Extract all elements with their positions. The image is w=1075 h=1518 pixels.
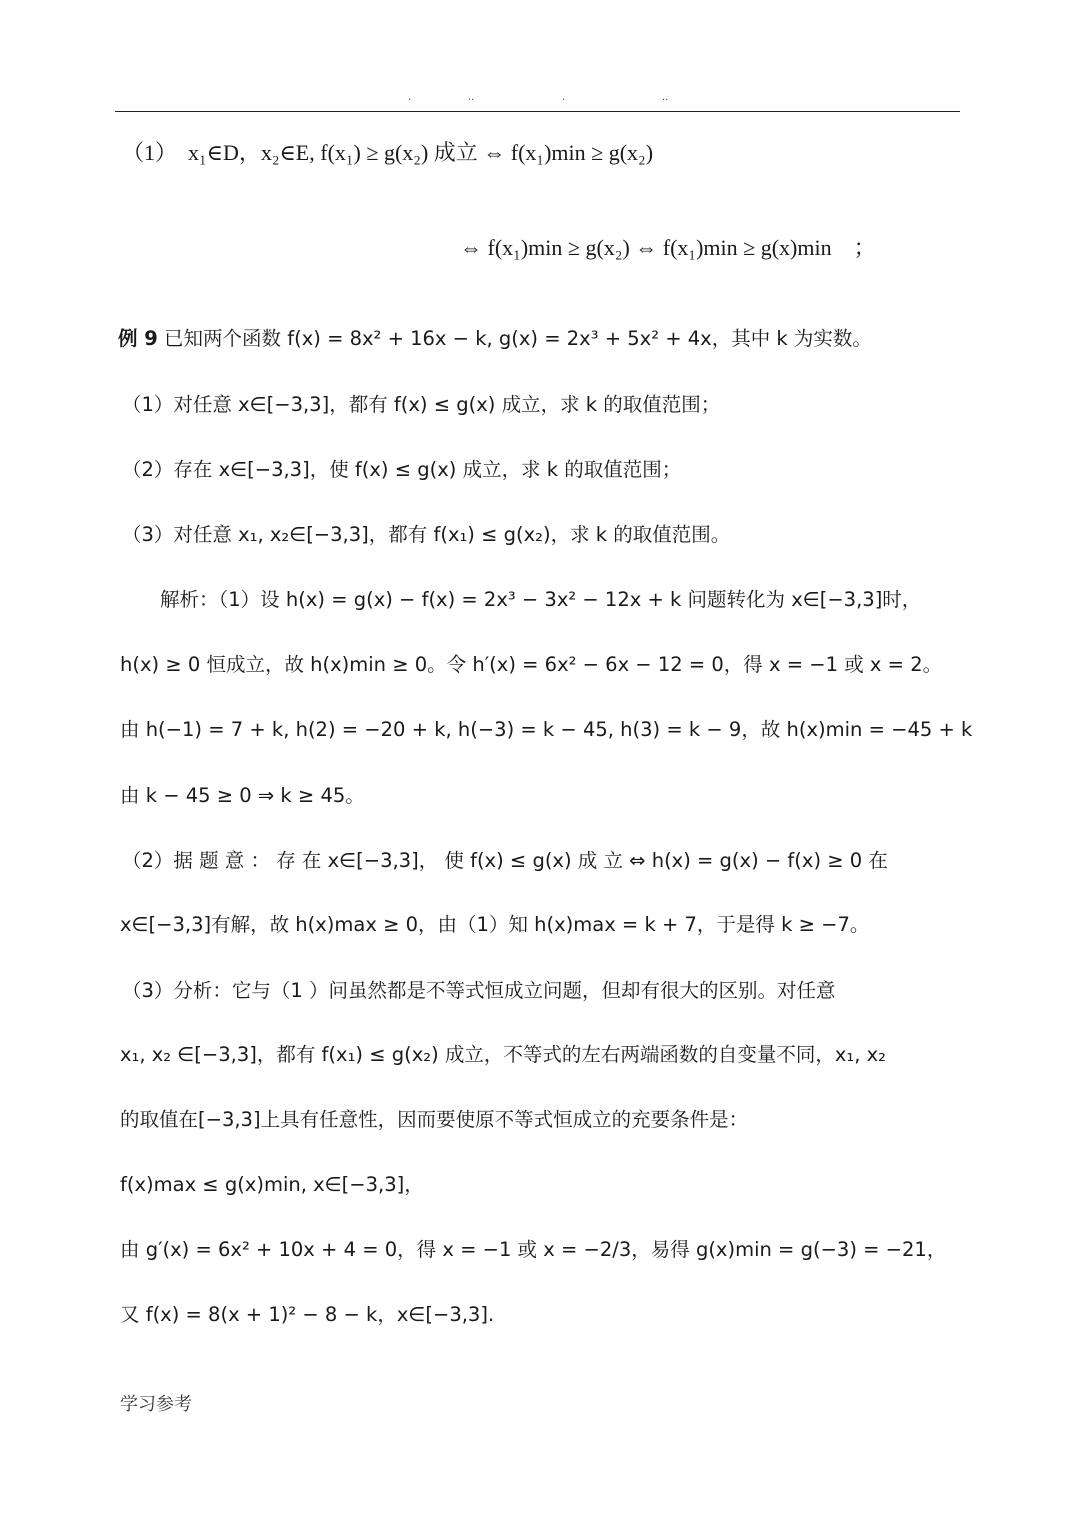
solution-line-8: x₁, x₂ ∈[−3,3]，都有 f(x₁) ≤ g(x₂) 成立，不等式的左右两端函数的自变量不同，x₁, x₂ bbox=[120, 1043, 886, 1066]
solution-line-12: 又 f(x) = 8(x + 1)² − 8 − k，x∈[−3,3]. bbox=[120, 1303, 495, 1326]
question-1: （1）对任意 x∈[−3,3]，都有 f(x) ≤ g(x) 成立，求 k 的取值范围； bbox=[122, 393, 721, 416]
solution-line-6: x∈[−3,3]有解，故 h(x)max ≥ 0，由（1）知 h(x)max = k + 7，于是得 k ≥ −7。 bbox=[120, 913, 870, 936]
example-9-statement: 例 9 已知两个函数 f(x) = 8x² + 16x − k, g(x) = 2x³ + 5x² + 4x，其中 k 为实数。 bbox=[118, 327, 872, 350]
text-line-2: ⇔ f(x₁)min ≥ g(x₂) ⇔ f(x₁)min ≥ g(x)min ； bbox=[460, 235, 876, 260]
solution-line-2: h(x) ≥ 0 恒成立，故 h(x)min ≥ 0。令 h′(x) = 6x² − 6x − 12 = 0，得 x = −1 或 x = 2。 bbox=[120, 653, 943, 676]
header-rule bbox=[115, 111, 960, 112]
header-dot: .. bbox=[662, 92, 669, 103]
solution-line-9: 的取值在[−3,3]上具有任意性，因而要使原不等式恒成立的充要条件是： bbox=[120, 1108, 749, 1131]
question-3: （3）对任意 x₁, x₂∈[−3,3]，都有 f(x₁) ≤ g(x₂)，求 k 的取值范围。 bbox=[122, 523, 731, 546]
solution-line-10: f(x)max ≤ g(x)min, x∈[−3,3]， bbox=[120, 1173, 424, 1196]
header-dot: .. bbox=[468, 92, 475, 103]
text-line-1: （1） x₁∈D，x₂∈E, f(x₁) ≥ g(x₂) 成立 ⇔ f(x₁)min ≥ g(x₂) bbox=[122, 140, 654, 165]
solution-line-5: （2）据 题 意 ： 存 在 x∈[−3,3]， 使 f(x) ≤ g(x) 成 立 ⇔ h(x) = g(x) − f(x) ≥ 0 在 bbox=[122, 849, 888, 872]
solution-line-1: 解析：（1）设 h(x) = g(x) − f(x) = 2x³ − 3x² − 12x + k 问题转化为 x∈[−3,3]时， bbox=[160, 588, 922, 611]
header-dot: . bbox=[408, 92, 412, 103]
solution-line-3: 由 h(−1) = 7 + k, h(2) = −20 + k, h(−3) = k − 45, h(3) = k − 9，故 h(x)min = −45 + k bbox=[120, 718, 973, 741]
page-footer: 学习参考 bbox=[120, 1394, 192, 1415]
question-2: （2）存在 x∈[−3,3]，使 f(x) ≤ g(x) 成立，求 k 的取值范围； bbox=[122, 458, 682, 481]
header-dots bbox=[380, 92, 700, 106]
solution-line-7: （3）分析：它与（1 ）问虽然都是不等式恒成立问题，但却有很大的区别。对任意 bbox=[122, 979, 836, 1002]
solution-line-4: 由 k − 45 ≥ 0 ⇒ k ≥ 45。 bbox=[120, 784, 365, 807]
header-dot: . bbox=[562, 92, 566, 103]
solution-line-11: 由 g′(x) = 6x² + 10x + 4 = 0，得 x = −1 或 x = −2/3，易得 g(x)min = g(−3) = −21， bbox=[120, 1238, 947, 1261]
example-label: 例 9 bbox=[118, 327, 158, 350]
